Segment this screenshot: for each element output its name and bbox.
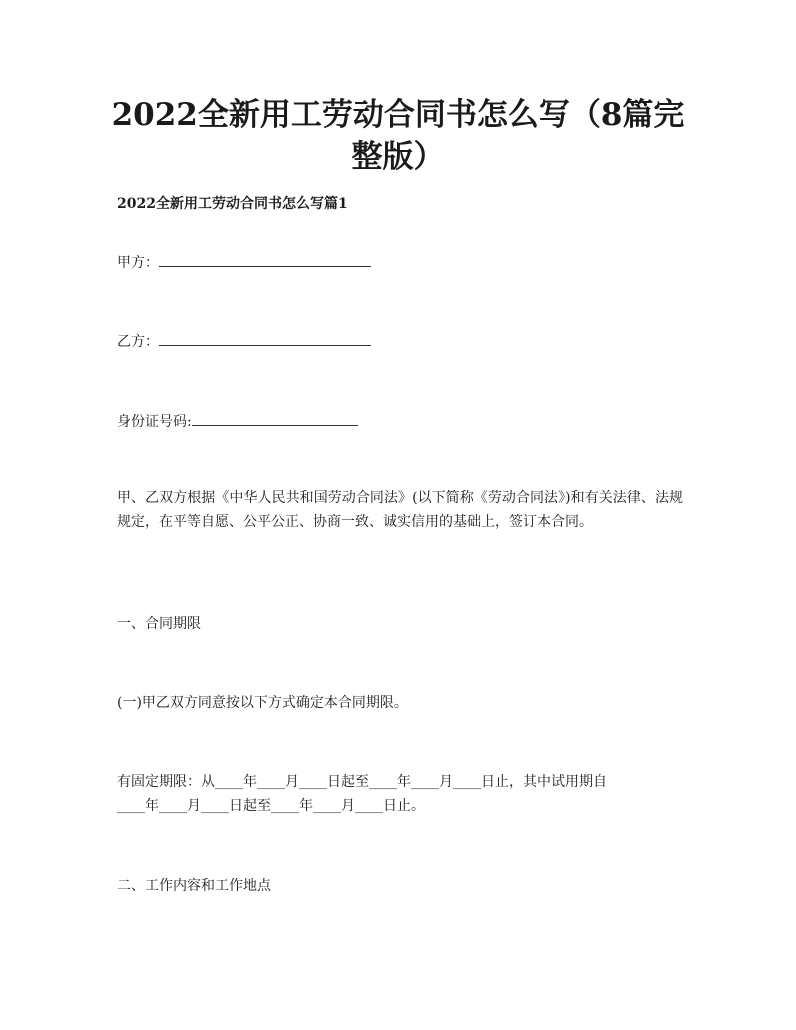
section2-heading: 二、工作内容和工作地点 [117,878,271,894]
id-number-label: 身份证号码: [117,414,192,430]
fixed-term-line-2: ____年____月____日起至____年____月____日止。 [117,798,425,814]
party-a-label: 甲方： [117,255,159,271]
fixed-term-line-1: 有固定期限：从____年____月____日起至____年____月____日止，其中试用期自 [117,774,607,790]
party-b-label: 乙方： [117,334,159,350]
intro-paragraph: 甲、乙双方根据《中华人民共和国劳动合同法》(以下简称《劳动合同法》)和有关法律、法规规定，在平等自愿、公平公正、协商一致、诚实信用的基础上，签订本合同。 [117,490,683,530]
section-subtitle: 2022全新用工劳动合同书怎么写篇1 [117,196,348,212]
section1-heading: 一、合同期限 [117,616,201,632]
party-a-field [117,252,371,273]
party-b-blank [159,331,371,346]
id-number-field [117,411,358,432]
party-a-blank [159,252,371,267]
document-title: 2022全新用工劳动合同书怎么写（8篇完整版） [111,97,685,175]
id-number-blank [192,411,358,426]
party-b-field [117,331,371,352]
section1-item1: (一)甲乙双方同意按以下方式确定本合同期限。 [117,695,408,711]
